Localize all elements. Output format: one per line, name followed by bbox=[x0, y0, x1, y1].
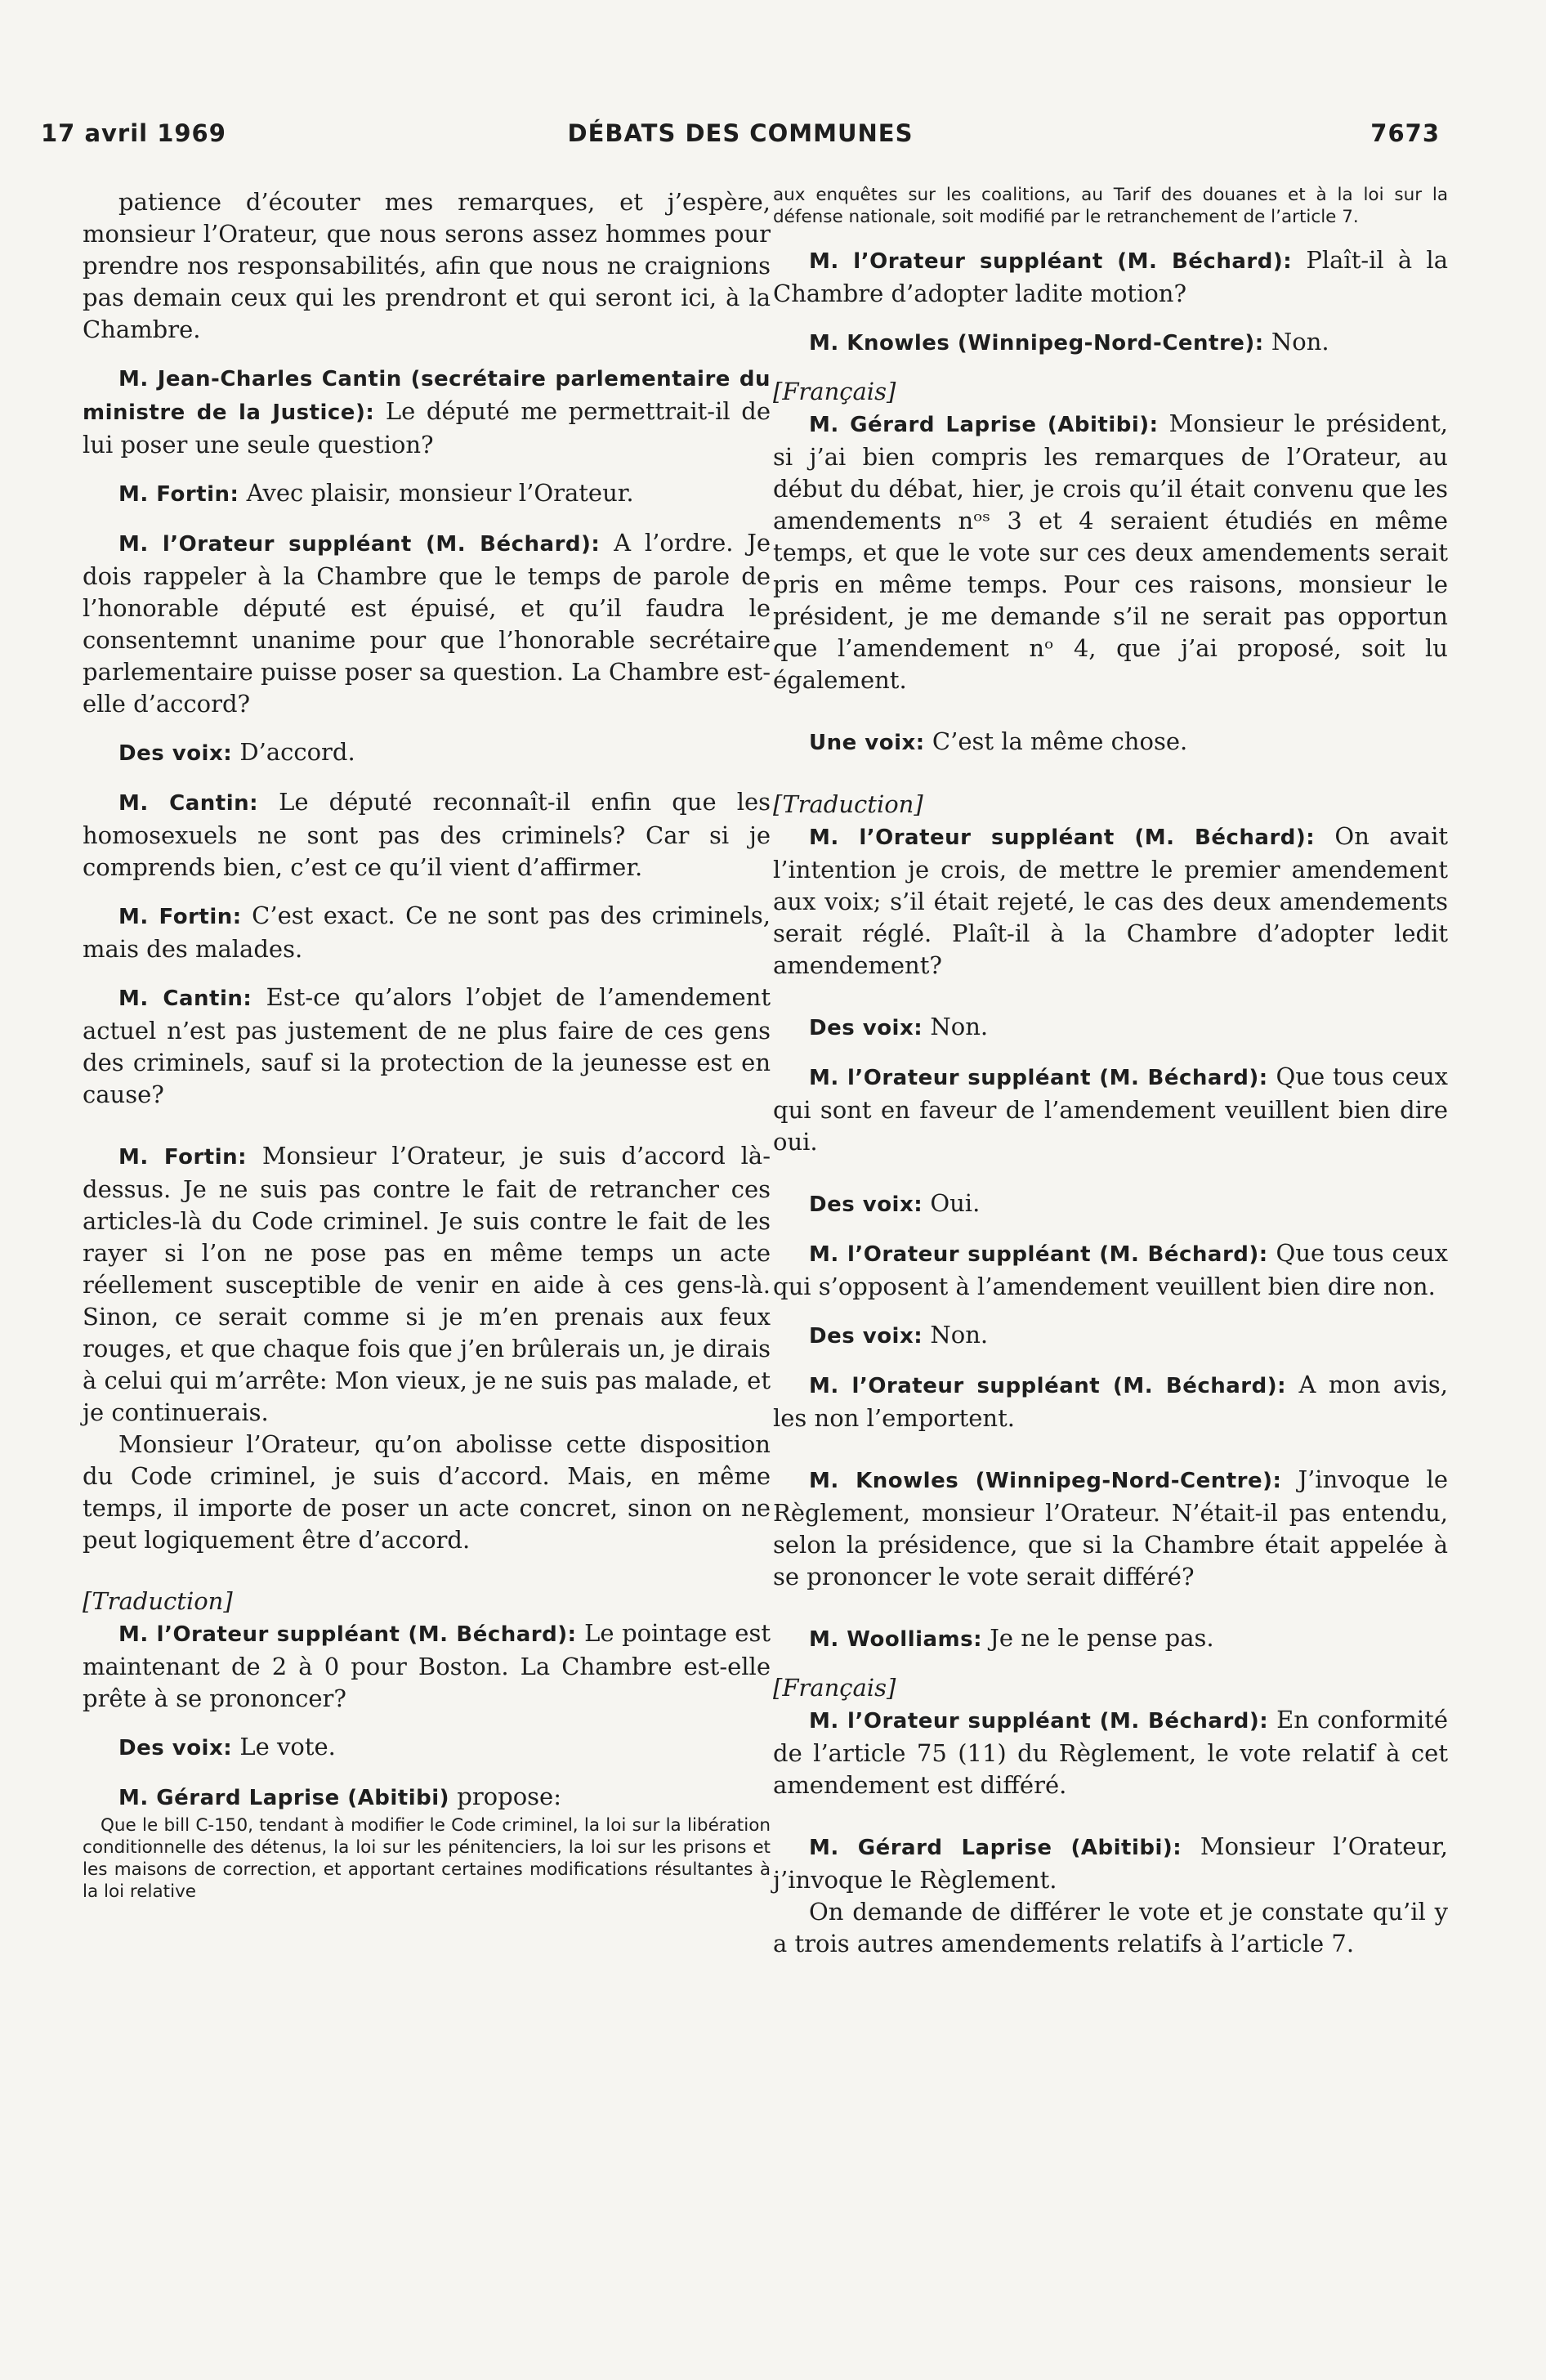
paragraph: M. Gérard Laprise (Abitibi): Monsieur le président, si j’ai bien compris les remarques de l’Orateur, au début du débat, hier, je crois qu’il était convenu que les amendements nᵒˢ 3 et 4 seraient étudiés en même temps, et que le vote sur ces deux amendements serait pris en même temps. Pour ces raisons, monsieur le président, je me demande s’il ne serait pas opportun que l’amendement nᵒ 4, que j’ai proposé, soit lu également. bbox=[773, 409, 1449, 694]
speaker-name: M. Gérard Laprise (Abitibi): bbox=[809, 413, 1159, 437]
paragraph: M. Cantin: Le député reconnaît-il enfin que les homosexuels ne sont pas des criminels? Car si je comprends bien, c’est ce qu’il vient d’affirmer. bbox=[83, 788, 771, 881]
paragraph: M. l’Orateur suppléant (M. Béchard): Que tous ceux qui s’opposent à l’amendement veuillent bien dire non. bbox=[773, 1239, 1448, 1300]
paragraph: M. Knowles (Winnipeg-Nord-Centre): Non. bbox=[809, 328, 1329, 356]
paragraph: patience d’écouter mes remarques, et j’espère, monsieur l’Orateur, que nous serons assez hommes pour prendre nos responsabilités, afin que nous ne craignions pas demain ceux qui les prendront et qui seront ici, à la Chambre. bbox=[83, 188, 771, 343]
motion-text-continued: aux enquêtes sur les coalitions, au Tarif des douanes et à la loi sur la défense nationale, soit modifié par le retranchement de l’article 7. bbox=[773, 185, 1448, 227]
paragraph: Des voix: Non. bbox=[809, 1321, 989, 1349]
speaker-name: Des voix: bbox=[809, 1016, 923, 1040]
speaker-name: M. Knowles (Winnipeg-Nord-Centre): bbox=[809, 1469, 1282, 1493]
speaker-name: Des voix: bbox=[809, 1192, 923, 1217]
speaker-name: M. Fortin: bbox=[118, 482, 239, 507]
translation-marker: [Traduction] bbox=[773, 790, 923, 818]
speaker-name: M. Fortin: bbox=[118, 905, 242, 929]
speaker-name: M. Jean-Charles Cantin (secrétaire parlementaire du ministre de la Justice): bbox=[83, 367, 771, 425]
paragraph: M. Gérard Laprise (Abitibi) propose: bbox=[118, 1783, 561, 1810]
speaker-name: M. l’Orateur suppléant (M. Béchard): bbox=[809, 1709, 1269, 1734]
paragraph: Des voix: D’accord. bbox=[118, 738, 355, 766]
speaker-name: M. Gérard Laprise (Abitibi): bbox=[809, 1836, 1182, 1860]
paragraph: M. l’Orateur suppléant (M. Béchard): A l’ordre. Je dois rappeler à la Chambre que le temps de parole de l’honorable député est épuisé, et qu’il faudra le consentemnt unanime pour que l’honorable secrétaire parlementaire puisse poser sa question. La Chambre est-elle d’accord? bbox=[83, 529, 771, 718]
page-header bbox=[41, 119, 1440, 160]
speaker-name: M. l’Orateur suppléant (M. Béchard): bbox=[809, 1066, 1268, 1090]
paragraph: Des voix: Non. bbox=[809, 1013, 989, 1040]
paragraph: M. Woolliams: Je ne le pense pas. bbox=[809, 1624, 1214, 1652]
paragraph: M. Knowles (Winnipeg-Nord-Centre): J’invoque le Règlement, monsieur l’Orateur. N’était-il pas entendu, selon la présidence, que si la Chambre était appelée à se prononcer le vote serait différé? bbox=[773, 1465, 1448, 1590]
speaker-name: M. l’Orateur suppléant (M. Béchard): bbox=[118, 1622, 577, 1647]
page-number: 7673 bbox=[1370, 119, 1440, 147]
paragraph: Des voix: Oui. bbox=[809, 1189, 981, 1217]
speaker-name: M. Fortin: bbox=[118, 1145, 248, 1170]
paragraph: M. Fortin: Monsieur l’Orateur, je suis d’accord là-dessus. Je ne suis pas contre le fait de retrancher ces articles-là du Code criminel. Je suis contre le fait de les rayer si l’on ne pose pas en même temps un acte réellement susceptible de venir en aide à ces gens-là. Sinon, ce serait comme si je m’en prenais aux feux rouges, et que chaque fois que j’en brûlerais un, je dirais à celui qui m’arrête: Mon vieux, je ne suis pas malade, et je continuerais. bbox=[83, 1142, 771, 1426]
speaker-name: Des voix: bbox=[118, 741, 233, 766]
paragraph: M. l’Orateur suppléant (M. Béchard): On avait l’intention je crois, de mettre le premier amendement aux voix; s’il était rejeté, le cas des deux amendements serait réglé. Plaît-il à la Chambre d’adopter ledit amendement? bbox=[773, 822, 1448, 979]
speaker-name: M. Woolliams: bbox=[809, 1627, 983, 1652]
paragraph: M. l’Orateur suppléant (M. Béchard): Plaît-il à la Chambre d’adopter ladite motion? bbox=[773, 246, 1448, 307]
speaker-name: M. Cantin: bbox=[118, 791, 259, 816]
header-date: 17 avril 1969 bbox=[41, 119, 226, 147]
speaker-name: M. Cantin: bbox=[118, 986, 252, 1011]
motion-text: Que le bill C-150, tendant à modifier le Code criminel, la loi sur la libération conditionnelle des détenus, la loi sur les pénitenciers, la loi sur les prisons et les maisons de correction, et apportant certaines modifications résultantes à la loi relative bbox=[83, 1815, 771, 1902]
speaker-name: M. l’Orateur suppléant (M. Béchard): bbox=[809, 825, 1316, 850]
speaker-name: M. l’Orateur suppléant (M. Béchard): bbox=[809, 249, 1293, 274]
paragraph: M. Fortin: Avec plaisir, monsieur l’Orateur. bbox=[118, 479, 634, 507]
paragraph: M. Jean-Charles Cantin (secrétaire parlementaire du ministre de la Justice): Le député me permettrait-il de lui poser une seule question? bbox=[83, 367, 771, 459]
paragraph: M. l’Orateur suppléant (M. Béchard): En conformité de l’article 75 (11) du Règlement, le vote relatif à cet amendement est différé. bbox=[773, 1706, 1448, 1799]
speaker-name: M. Knowles (Winnipeg-Nord-Centre): bbox=[809, 331, 1264, 356]
speaker-name: M. l’Orateur suppléant (M. Béchard): bbox=[118, 532, 601, 557]
paragraph: Monsieur l’Orateur, qu’on abolisse cette disposition du Code criminel, je suis d’accord. Mais, en même temps, il importe de poser un acte concret, sinon on ne peut logiquement être d’accord. bbox=[83, 1430, 771, 1554]
left-column bbox=[83, 186, 771, 1903]
paragraph: Des voix: Le vote. bbox=[118, 1733, 336, 1760]
paragraph: M. l’Orateur suppléant (M. Béchard): Que tous ceux qui sont en faveur de l’amendement veuillent bien dire oui. bbox=[773, 1062, 1448, 1156]
paragraph: On demande de différer le vote et je constate qu’il y a trois autres amendements relatifs à l’article 7. bbox=[773, 1898, 1448, 1957]
speaker-name: M. l’Orateur suppléant (M. Béchard): bbox=[809, 1242, 1268, 1267]
right-column bbox=[773, 186, 1448, 1960]
speaker-name: Des voix: bbox=[809, 1324, 923, 1349]
paragraph: M. Fortin: C’est exact. Ce ne sont pas des criminels, mais des malades. bbox=[83, 901, 771, 963]
translation-marker: [Traduction] bbox=[83, 1587, 233, 1615]
paragraph: M. Gérard Laprise (Abitibi): Monsieur l’Orateur, j’invoque le Règlement. bbox=[773, 1832, 1449, 1894]
paragraph: Une voix: C’est la même chose. bbox=[809, 727, 1188, 755]
language-marker: [Français] bbox=[773, 378, 896, 405]
paragraph: M. Cantin: Est-ce qu’alors l’objet de l’amendement actuel n’est pas justement de ne plus faire de ces gens des criminels, sauf si la protection de la jeunesse est en cause? bbox=[83, 983, 771, 1108]
language-marker: [Français] bbox=[773, 1674, 896, 1702]
speaker-name: Une voix: bbox=[809, 731, 925, 755]
speaker-name: M. l’Orateur suppléant (M. Béchard): bbox=[809, 1374, 1287, 1398]
paragraph: M. l’Orateur suppléant (M. Béchard): Le pointage est maintenant de 2 à 0 pour Boston. La Chambre est-elle prête à se prononcer? bbox=[83, 1619, 771, 1712]
speaker-name: Des voix: bbox=[118, 1736, 233, 1760]
header-title: DÉBATS DES COMMUNES bbox=[567, 119, 914, 147]
speaker-name: M. Gérard Laprise (Abitibi) bbox=[118, 1786, 450, 1810]
paragraph: M. l’Orateur suppléant (M. Béchard): A mon avis, les non l’emportent. bbox=[773, 1371, 1448, 1432]
